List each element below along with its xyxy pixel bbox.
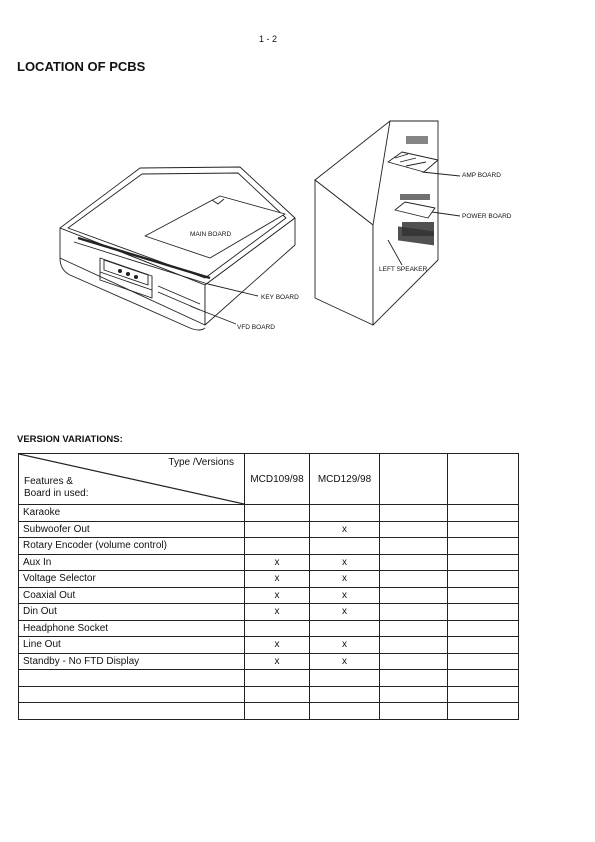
version-mark-cell: x xyxy=(310,554,380,571)
version-mark-cell xyxy=(448,521,519,538)
version-header: MCD129/98 xyxy=(310,454,380,505)
version-mark-cell: x xyxy=(310,521,380,538)
features-label: Features & Board in used: xyxy=(24,476,89,499)
version-mark-cell xyxy=(448,670,519,687)
version-mark-cell: x xyxy=(310,587,380,604)
feature-cell: Rotary Encoder (volume control) xyxy=(19,538,245,555)
version-mark-cell xyxy=(380,587,448,604)
version-mark-cell xyxy=(448,554,519,571)
version-mark-cell xyxy=(245,620,310,637)
feature-cell: Headphone Socket xyxy=(19,620,245,637)
version-mark-cell xyxy=(448,538,519,555)
version-mark-cell xyxy=(380,653,448,670)
table-row xyxy=(19,653,519,670)
version-mark-cell: x xyxy=(245,587,310,604)
version-mark-cell xyxy=(310,670,380,687)
version-mark-cell xyxy=(380,670,448,687)
table-row xyxy=(19,670,519,687)
version-mark-cell xyxy=(380,521,448,538)
version-header xyxy=(380,454,448,505)
version-mark-cell xyxy=(448,571,519,588)
feature-cell: Din Out xyxy=(19,604,245,621)
table-row xyxy=(19,521,519,538)
version-mark-cell xyxy=(380,620,448,637)
table-header-row xyxy=(19,454,519,505)
version-mark-cell xyxy=(448,505,519,522)
table-body xyxy=(19,505,519,720)
features-versions-header xyxy=(19,454,245,505)
table-title: VERSION VARIATIONS: xyxy=(17,434,123,445)
version-header xyxy=(448,454,519,505)
version-mark-cell xyxy=(448,637,519,654)
left-speaker-label: LEFT SPEAKER xyxy=(379,266,428,273)
version-mark-cell: x xyxy=(310,604,380,621)
section-title: LOCATION OF PCBS xyxy=(17,59,146,74)
version-mark-cell: x xyxy=(310,637,380,654)
page-number: 1 - 2 xyxy=(258,34,277,44)
feature-cell xyxy=(19,670,245,687)
table-row xyxy=(19,505,519,522)
key-board-label: KEY BOARD xyxy=(261,294,299,301)
feature-cell: Aux In xyxy=(19,554,245,571)
version-mark-cell xyxy=(310,505,380,522)
pcb-diagram xyxy=(40,100,560,350)
vfd-board-label: VFD BOARD xyxy=(237,324,275,331)
version-mark-cell xyxy=(310,538,380,555)
table-row xyxy=(19,637,519,654)
version-mark-cell xyxy=(448,703,519,720)
power-board-label: POWER BOARD xyxy=(462,213,512,220)
feature-cell xyxy=(19,686,245,703)
version-mark-cell xyxy=(380,686,448,703)
version-mark-cell xyxy=(245,686,310,703)
version-mark-cell xyxy=(310,703,380,720)
version-mark-cell xyxy=(448,686,519,703)
table-row xyxy=(19,686,519,703)
amp-board-label: AMP BOARD xyxy=(462,172,501,179)
feature-cell xyxy=(19,703,245,720)
version-mark-cell xyxy=(380,538,448,555)
version-mark-cell xyxy=(310,686,380,703)
table-row xyxy=(19,571,519,588)
version-mark-cell xyxy=(380,571,448,588)
version-variations-table xyxy=(18,453,519,720)
version-mark-cell xyxy=(380,554,448,571)
version-mark-cell: x xyxy=(245,554,310,571)
table-row xyxy=(19,604,519,621)
version-mark-cell: x xyxy=(245,571,310,588)
feature-cell: Coaxial Out xyxy=(19,587,245,604)
version-mark-cell xyxy=(245,538,310,555)
version-mark-cell xyxy=(380,637,448,654)
version-mark-cell xyxy=(380,604,448,621)
table-row xyxy=(19,554,519,571)
table-row xyxy=(19,703,519,720)
feature-cell: Subwoofer Out xyxy=(19,521,245,538)
version-mark-cell: x xyxy=(245,637,310,654)
main-board-label: MAIN BOARD xyxy=(190,231,232,238)
version-mark-cell xyxy=(380,505,448,522)
version-mark-cell xyxy=(448,653,519,670)
version-mark-cell xyxy=(448,620,519,637)
pcb-location-figure xyxy=(40,100,560,350)
version-mark-cell: x xyxy=(245,604,310,621)
feature-cell: Voltage Selector xyxy=(19,571,245,588)
feature-cell: Line Out xyxy=(19,637,245,654)
version-header: MCD109/98 xyxy=(245,454,310,505)
feature-cell: Standby - No FTD Display xyxy=(19,653,245,670)
type-versions-label: Type /Versions xyxy=(168,457,234,468)
table-row xyxy=(19,620,519,637)
version-mark-cell xyxy=(448,604,519,621)
version-mark-cell xyxy=(245,670,310,687)
version-mark-cell: x xyxy=(310,653,380,670)
version-mark-cell xyxy=(380,703,448,720)
version-mark-cell xyxy=(245,521,310,538)
version-mark-cell xyxy=(310,620,380,637)
table-row xyxy=(19,538,519,555)
table-row xyxy=(19,587,519,604)
version-mark-cell xyxy=(448,587,519,604)
version-mark-cell: x xyxy=(245,653,310,670)
feature-cell: Karaoke xyxy=(19,505,245,522)
version-mark-cell: x xyxy=(310,571,380,588)
version-mark-cell xyxy=(245,703,310,720)
version-mark-cell xyxy=(245,505,310,522)
